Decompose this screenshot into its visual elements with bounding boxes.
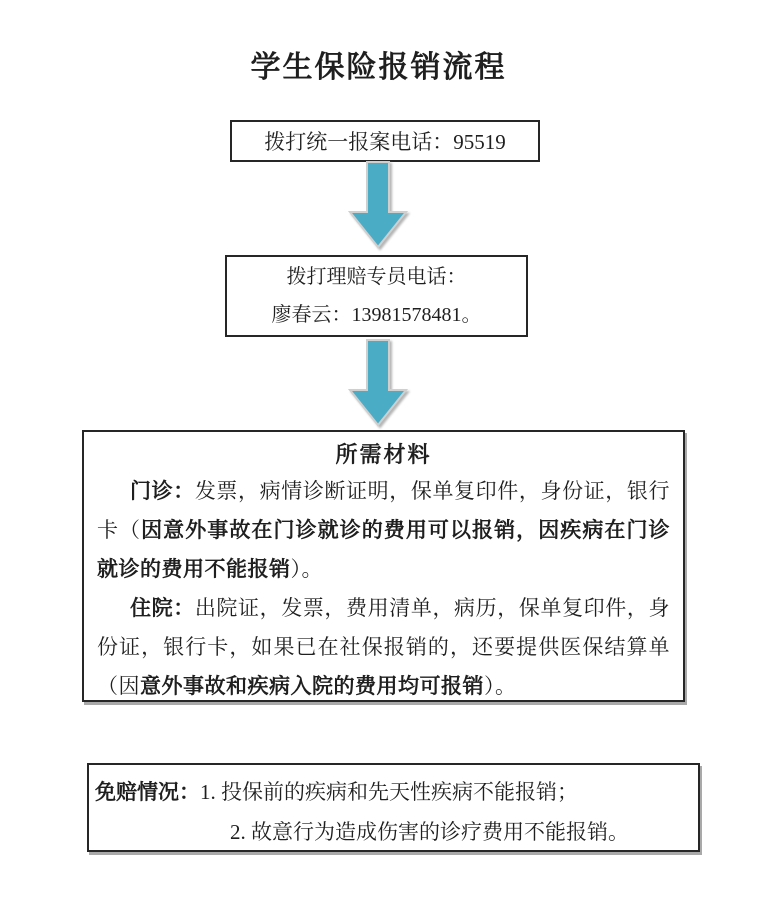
text-run: 住院： [130, 596, 195, 620]
step1-box [230, 120, 540, 162]
step1-text: 拨打统一报案电话：95519 [264, 130, 506, 154]
materials-heading: 所需材料 [335, 442, 432, 467]
text-run: ）。 [484, 674, 517, 698]
text-run: 因意外事故在门诊就诊的费用可以报销，因疾病在门诊就诊的费用不能报销 [97, 518, 671, 581]
outpatient-paragraph [97, 472, 670, 589]
page-title: 学生保险报销流程 [250, 51, 507, 84]
inpatient-paragraph [97, 589, 670, 706]
exclusions-label: 免赔情况： [95, 780, 200, 804]
text-run: 发票，病情诊断证明，保单复印件，身份证，银行卡（ [97, 479, 670, 542]
exclusions-box [87, 763, 700, 852]
exclusion-item: 2. 故意行为造成伤害的诊疗费用不能报销。 [230, 820, 629, 844]
down-arrow-shape [350, 162, 406, 247]
down-arrow-icon [347, 161, 409, 249]
text-run: 出院证，发票，费用清单，病历，保单复印件，身份证，银行卡，如果已在社保报销的，还要提供医保结算单（因 [97, 596, 670, 698]
materials-box [82, 430, 685, 702]
text-run: 门诊： [130, 479, 195, 503]
exclusion-item: 1. 投保前的疾病和先天性疾病不能报销； [200, 780, 578, 804]
text-run: ）。 [290, 557, 323, 581]
step2-box [225, 255, 528, 337]
down-arrow-shape [350, 340, 406, 425]
down-arrow-icon [347, 339, 409, 427]
text-run: 意外事故和疾病入院的费用均可报销 [140, 674, 484, 698]
exclusions-list [200, 772, 629, 852]
step2-line1: 拨打理赔专员电话： [286, 266, 467, 288]
step2-line2: 廖春云：13981578481。 [271, 304, 482, 326]
